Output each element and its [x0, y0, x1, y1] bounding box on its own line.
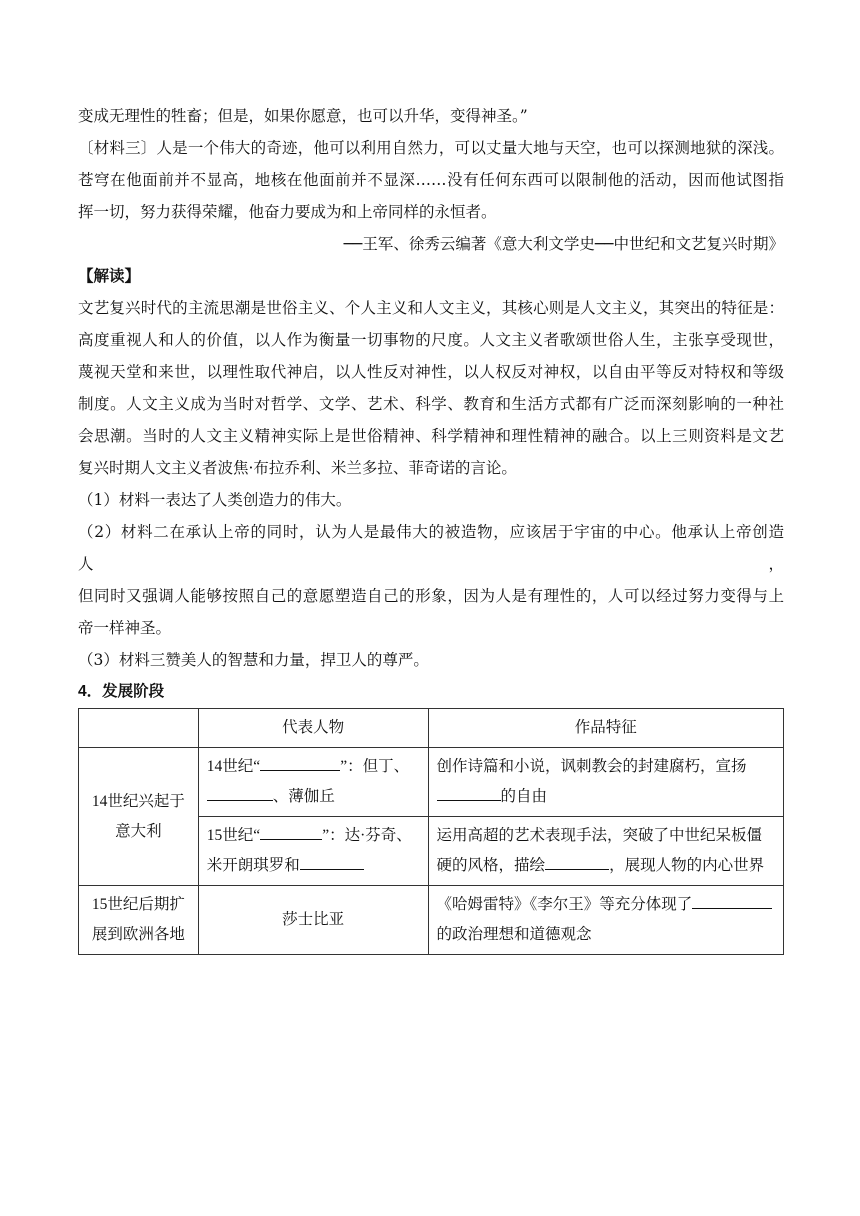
feature-text: 硬的风格，描绘	[436, 857, 546, 874]
figure-text: 15世纪“	[206, 827, 261, 844]
document-content	[78, 100, 784, 955]
material-three-line: 挥一切，努力获得荣耀，他奋力要成为和上帝同样的永恒者。	[78, 203, 497, 221]
figure-text: ”：但丁、	[340, 758, 410, 775]
material-three-line: 苍穹在他面前并不显高，地核在他面前并不显深……没有任何东西可以限制他的活动，因而他试图指	[78, 171, 784, 189]
interpretation-line: 文艺复兴时代的主流思潮是世俗主义、个人主义和人文主义，其核心则是人文主义，其突出的特征是：	[78, 299, 784, 317]
fill-blank[interactable]	[260, 821, 322, 840]
figure-text: 、薄伽丘	[272, 788, 335, 805]
features-cell	[428, 817, 783, 886]
features-cell	[428, 748, 783, 817]
figures-cell	[198, 886, 428, 955]
material-three-line: 〔材料三〕人是一个伟大的奇迹，他可以利用自然力，可以丈量大地与天空，也可以探测地狱的深浅。	[78, 139, 784, 157]
interpretation-line: 复兴时期人文主义者波焦·布拉乔利、米兰多拉、菲奇诺的言论。	[78, 459, 517, 477]
header-figures: 代表人物	[198, 709, 428, 748]
period-cell	[79, 886, 199, 955]
figure-text: 米开朗琪罗和	[206, 857, 300, 874]
interpretation-line: 高度重视人和人的价值，以人作为衡量一切事物的尺度。人文主义者歌颂世俗人生，主张享受现世，	[78, 331, 784, 349]
fill-blank[interactable]	[207, 782, 273, 801]
feature-text: 的自由	[500, 788, 548, 805]
period-cell	[79, 748, 199, 886]
point-one: （1）材料一表达了人类创造力的伟大。	[78, 491, 352, 509]
features-cell	[428, 886, 783, 955]
figure-text: ”：达·芬奇、	[322, 827, 412, 844]
point-two-line: 但同时又强调人能够按照自己的意愿塑造自己的形象，因为人是有理性的，人可以经过努力变得与上	[78, 587, 784, 605]
citation-source: ──王军、徐秀云编著《意大利文学史──中世纪和文艺复兴时期》	[343, 235, 784, 253]
feature-text: 《哈姆雷特》《李尔王》等充分体现了	[436, 896, 693, 913]
fill-blank[interactable]	[300, 851, 364, 870]
fill-blank[interactable]	[437, 782, 501, 801]
fill-blank[interactable]	[545, 851, 609, 870]
figures-cell	[198, 817, 428, 886]
section-title: 4．发展阶段	[78, 683, 165, 700]
table-row	[79, 886, 784, 955]
fill-blank[interactable]	[260, 752, 340, 771]
interpretation-line: 制度。人文主义成为当时对哲学、文学、艺术、科学、教育和生活方式都有广泛而深刻影响的一种社	[78, 395, 784, 413]
table-row	[79, 748, 784, 817]
figure-text: 莎士比亚	[282, 911, 345, 928]
feature-text: 创作诗篇和小说，讽刺教会的封建腐朽，宣扬	[436, 758, 747, 775]
figure-text: 14世纪“	[206, 758, 261, 775]
table-header-row	[79, 709, 784, 748]
interpretation-heading: 【解读】	[78, 266, 141, 285]
feature-text: 的政治理想和道德观念	[436, 926, 592, 943]
material-two-end: 变成无理性的牲畜；但是，如果你愿意，也可以升华，变得神圣。”	[78, 107, 528, 125]
period-text: 14世纪兴起于 意大利	[91, 792, 185, 840]
figures-cell	[198, 748, 428, 817]
interpretation-line: 会思潮。当时的人文主义精神实际上是世俗精神、科学精神和理性精神的融合。以上三则资料是文艺	[78, 427, 784, 445]
point-two-line: （2）材料二在承认上帝的同时，认为人是最伟大的被造物，应该居于宇宙的中心。他承认上帝创造人，	[78, 523, 784, 573]
feature-text: ，展现人物的内心世界	[609, 857, 765, 874]
header-features: 作品特征	[428, 709, 783, 748]
stages-table	[78, 708, 784, 955]
feature-text: 运用高超的艺术表现手法，突破了中世纪呆板僵	[436, 827, 763, 844]
header-blank-cell	[79, 709, 199, 748]
interpretation-line: 蔑视天堂和来世，以理性取代神启，以人性反对神性，以人权反对神权，以自由平等反对特权和等级	[78, 363, 784, 381]
period-text: 15世纪后期扩 展到欧洲各地	[91, 896, 185, 943]
point-three: （3）材料三赞美人的智慧和力量，捍卫人的尊严。	[78, 651, 429, 669]
point-two-line: 帝一样神圣。	[78, 619, 172, 637]
fill-blank[interactable]	[692, 890, 772, 909]
